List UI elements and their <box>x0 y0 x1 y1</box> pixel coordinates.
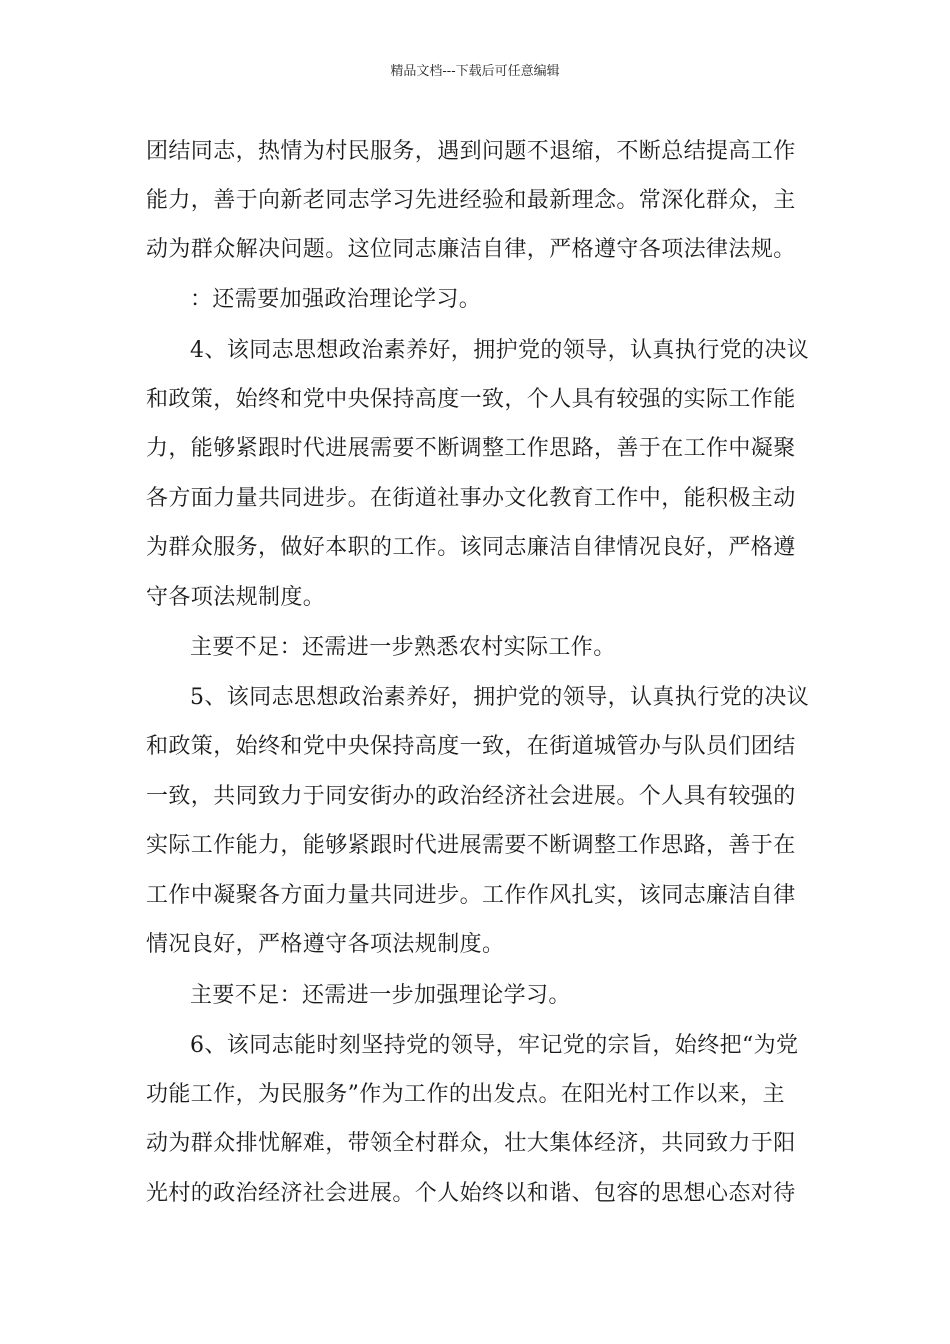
text-line: 主要不足：还需进一步加强理论学习。 <box>190 983 571 1008</box>
text-line: 6、该同志能时刻坚持党的领导，牢记党的宗旨，始终把“为党 <box>190 1033 799 1058</box>
text-line: 5、该同志思想政治素养好，拥护党的领导，认真执行党的决议 <box>190 685 810 710</box>
text-line: ：还需要加强政治理论学习。 <box>190 287 482 312</box>
text-line: 主要不足：还需进一步熟悉农村实际工作。 <box>190 635 616 660</box>
text-line: 光村的政治经济社会进展。个人始终以和谐、包容的思想心态对待 <box>146 1181 796 1206</box>
text-line: 和政策，始终和党中央保持高度一致，在街道城管办与队员们团结 <box>146 734 796 759</box>
text-line: 能力，善于向新老同志学习先进经验和最新理念。常深化群众，主 <box>146 188 796 213</box>
text-line: 团结同志，热情为村民服务，遇到问题不退缩，不断总结提高工作 <box>146 139 796 164</box>
text-line: 情况良好，严格遵守各项法规制度。 <box>146 932 505 957</box>
text-line: 功能工作，为民服务”作为工作的出发点。在阳光村工作以来，主 <box>146 1082 785 1107</box>
page-header: 精品文档---下载后可任意编辑 <box>390 64 560 79</box>
text-line: 动为群众解决问题。这位同志廉洁自律，严格遵守各项法律法规。 <box>146 237 796 262</box>
text-line: 动为群众排忧解难，带领全村群众，壮大集体经济，共同致力于阳 <box>146 1131 796 1156</box>
text-line: 守各项法规制度。 <box>146 585 326 610</box>
text-line: 各方面力量共同进步。在街道社事办文化教育工作中，能积极主动 <box>146 486 796 511</box>
text-line: 实际工作能力，能够紧跟时代进展需要不断调整工作思路，善于在 <box>146 833 796 858</box>
text-line: 一致，共同致力于同安街办的政治经济社会进展。个人具有较强的 <box>146 784 796 809</box>
text-line: 力，能够紧跟时代进展需要不断调整工作思路，善于在工作中凝聚 <box>146 436 796 461</box>
text-line: 4、该同志思想政治素养好，拥护党的领导，认真执行党的决议 <box>190 338 810 363</box>
text-line: 和政策，始终和党中央保持高度一致，个人具有较强的实际工作能 <box>146 387 796 412</box>
text-line: 工作中凝聚各方面力量共同进步。工作作风扎实，该同志廉洁自律 <box>146 883 796 908</box>
text-line: 为群众服务，做好本职的工作。该同志廉洁自律情况良好，严格遵 <box>146 535 796 560</box>
